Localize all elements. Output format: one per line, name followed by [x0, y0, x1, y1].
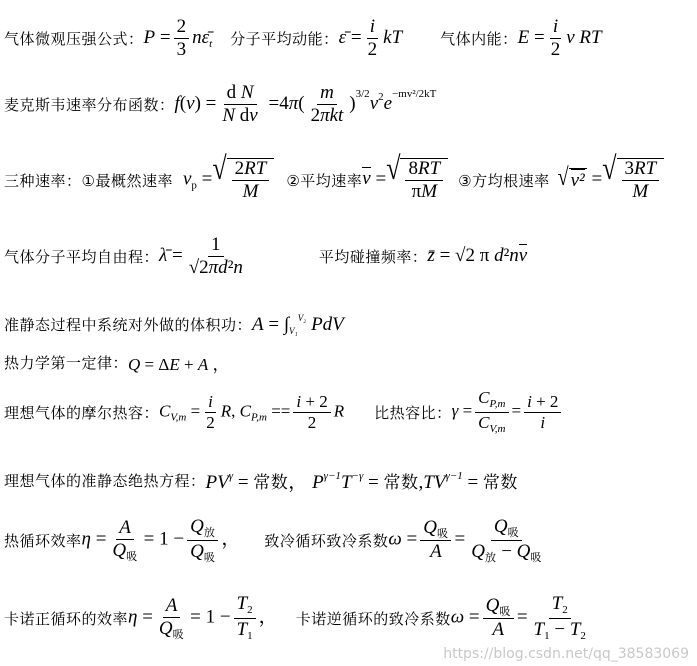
freepath-formula: λ̄ = $\frac{1}{\text{√2πd²n}}$ — [159, 233, 243, 278]
ratio-formula: γ = $\frac{C_{P,m}}{C_{V,m}}$ = $\frac{i + 2}{i}$ — [452, 389, 565, 435]
distribution-label: 麦克斯韦速率分布函数： — [4, 95, 175, 114]
const-2: 常数 — [383, 472, 419, 493]
energy-formula: E = $\frac{i}{2}$ ν RT — [517, 15, 602, 60]
collision-label: 平均碰撞频率： — [318, 247, 428, 266]
speeds-label: 三种速率： — [4, 171, 82, 190]
carnot-label: 卡诺正循环的效率 — [4, 609, 129, 628]
pressure-label: 气体微观压强公式： — [4, 29, 144, 48]
heatcap-line — [4, 387, 564, 435]
efficiency-line — [4, 515, 548, 564]
carnot-line — [4, 592, 592, 642]
absorb-sub: 吸 — [172, 627, 185, 641]
const-1: 常数 — [253, 472, 289, 493]
release-sub: 放 — [484, 550, 497, 564]
absorb-sub: 吸 — [436, 526, 449, 540]
rms-label: ③方均根速率 — [458, 171, 550, 190]
absorb-sub: 吸 — [499, 604, 511, 618]
heatcap-label: 理想气体的摩尔热容： — [4, 403, 160, 422]
absorb-sub: 吸 — [203, 550, 216, 564]
work-formula: $A = \int_{V_1}^{V_2}$ PdV — [252, 312, 344, 336]
pressure-line — [4, 15, 602, 60]
mean-speed-formula: v = √ $\frac{8RT}{\pi M}$ — [362, 158, 448, 202]
collision-formula: z̄ = √2 π d²nv — [427, 245, 528, 266]
cooling-label: 致冷循环致冷系数 — [264, 531, 389, 550]
absorb-sub: 吸 — [530, 550, 542, 564]
adiabatic-label: 理想气体的准静态绝热方程： — [4, 471, 206, 490]
carnot-reverse-formula: ω = $\frac{Q_吸}{A}$ = $\frac{T_2}{T_1 - T_2}$ — [450, 592, 586, 642]
absorb-sub: 吸 — [126, 549, 138, 563]
mean-speed-label: ②平均速率 — [286, 171, 363, 190]
cooling-formula: ω = $\frac{Q_吸}{A}$ = $\frac{Q_吸}{Q_放 - Q_吸}$ — [388, 515, 542, 564]
const-3: 常数 — [482, 472, 518, 493]
freepath-line — [4, 233, 528, 278]
distribution-line — [4, 81, 437, 126]
most-probable-label: ①最概然速率 — [81, 171, 173, 190]
heatcap-formula: $C_{V,m}$ = $\frac{i}{2}$ R, $C_{P,m}$ == $\frac{i + 2}{2}$ R — [159, 391, 345, 432]
efficiency-label: 热循环效率 — [4, 531, 82, 550]
ratio-label: 比热容比： — [374, 403, 452, 422]
kinetic-label: 分子平均动能： — [230, 29, 339, 48]
firstlaw-formula: Q = ΔE + A ， — [128, 354, 230, 374]
rms-formula: √ v² = √ $\frac{3RT}{M}$ — [558, 158, 665, 202]
absorb-sub: 吸 — [507, 525, 520, 539]
freepath-label: 气体分子平均自由程： — [4, 247, 160, 266]
carnot-formula: η = $\frac{A}{Q_吸}$ = 1 − $\frac{T_2}{T_1}$ ， — [128, 592, 278, 642]
energy-label: 气体内能： — [440, 29, 518, 48]
most-probable-formula: $v_p$ = √ $\frac{2RT}{M}$ — [183, 158, 274, 202]
watermark: https://blog.csdn.net/qq_38583069 — [443, 646, 689, 662]
carnot-reverse-label: 卡诺逆循环的致冷系数 — [295, 609, 451, 628]
efficiency-formula: η = $\frac{A}{Q_吸}$ = 1 − $\frac{Q_放}{Q_吸}$ ， — [81, 515, 241, 564]
release-sub: 放 — [203, 525, 216, 539]
kinetic-formula: ε̄ = $\frac{i}{2}$ kT — [338, 15, 403, 60]
work-line — [4, 304, 344, 344]
work-label: 准静态过程中系统对外做的体积功： — [4, 315, 253, 334]
distribution-formula: f(v) = $\frac{\text{d N}}{\text{N dv}}$ =4π( $\frac{m}{\text{2πkt}}$ )$^{3/2}v^2e^{-mv^2/2kT}$ — [174, 81, 437, 126]
firstlaw-line — [4, 342, 229, 382]
pressure-formula: P = $\frac{2}{3}$ $n\varepsilon̄_t$ — [143, 15, 213, 60]
firstlaw-label: 热力学第一定律： — [4, 353, 129, 372]
adiabatic-line — [4, 460, 518, 500]
adiabatic-formula: $PV^\gamma$ = 常数， $P^{\gamma-1}T^{-\gamma}$ = 常数$,TV^{\gamma-1}$ = 常数 — [205, 469, 518, 493]
speeds-line — [4, 150, 664, 202]
